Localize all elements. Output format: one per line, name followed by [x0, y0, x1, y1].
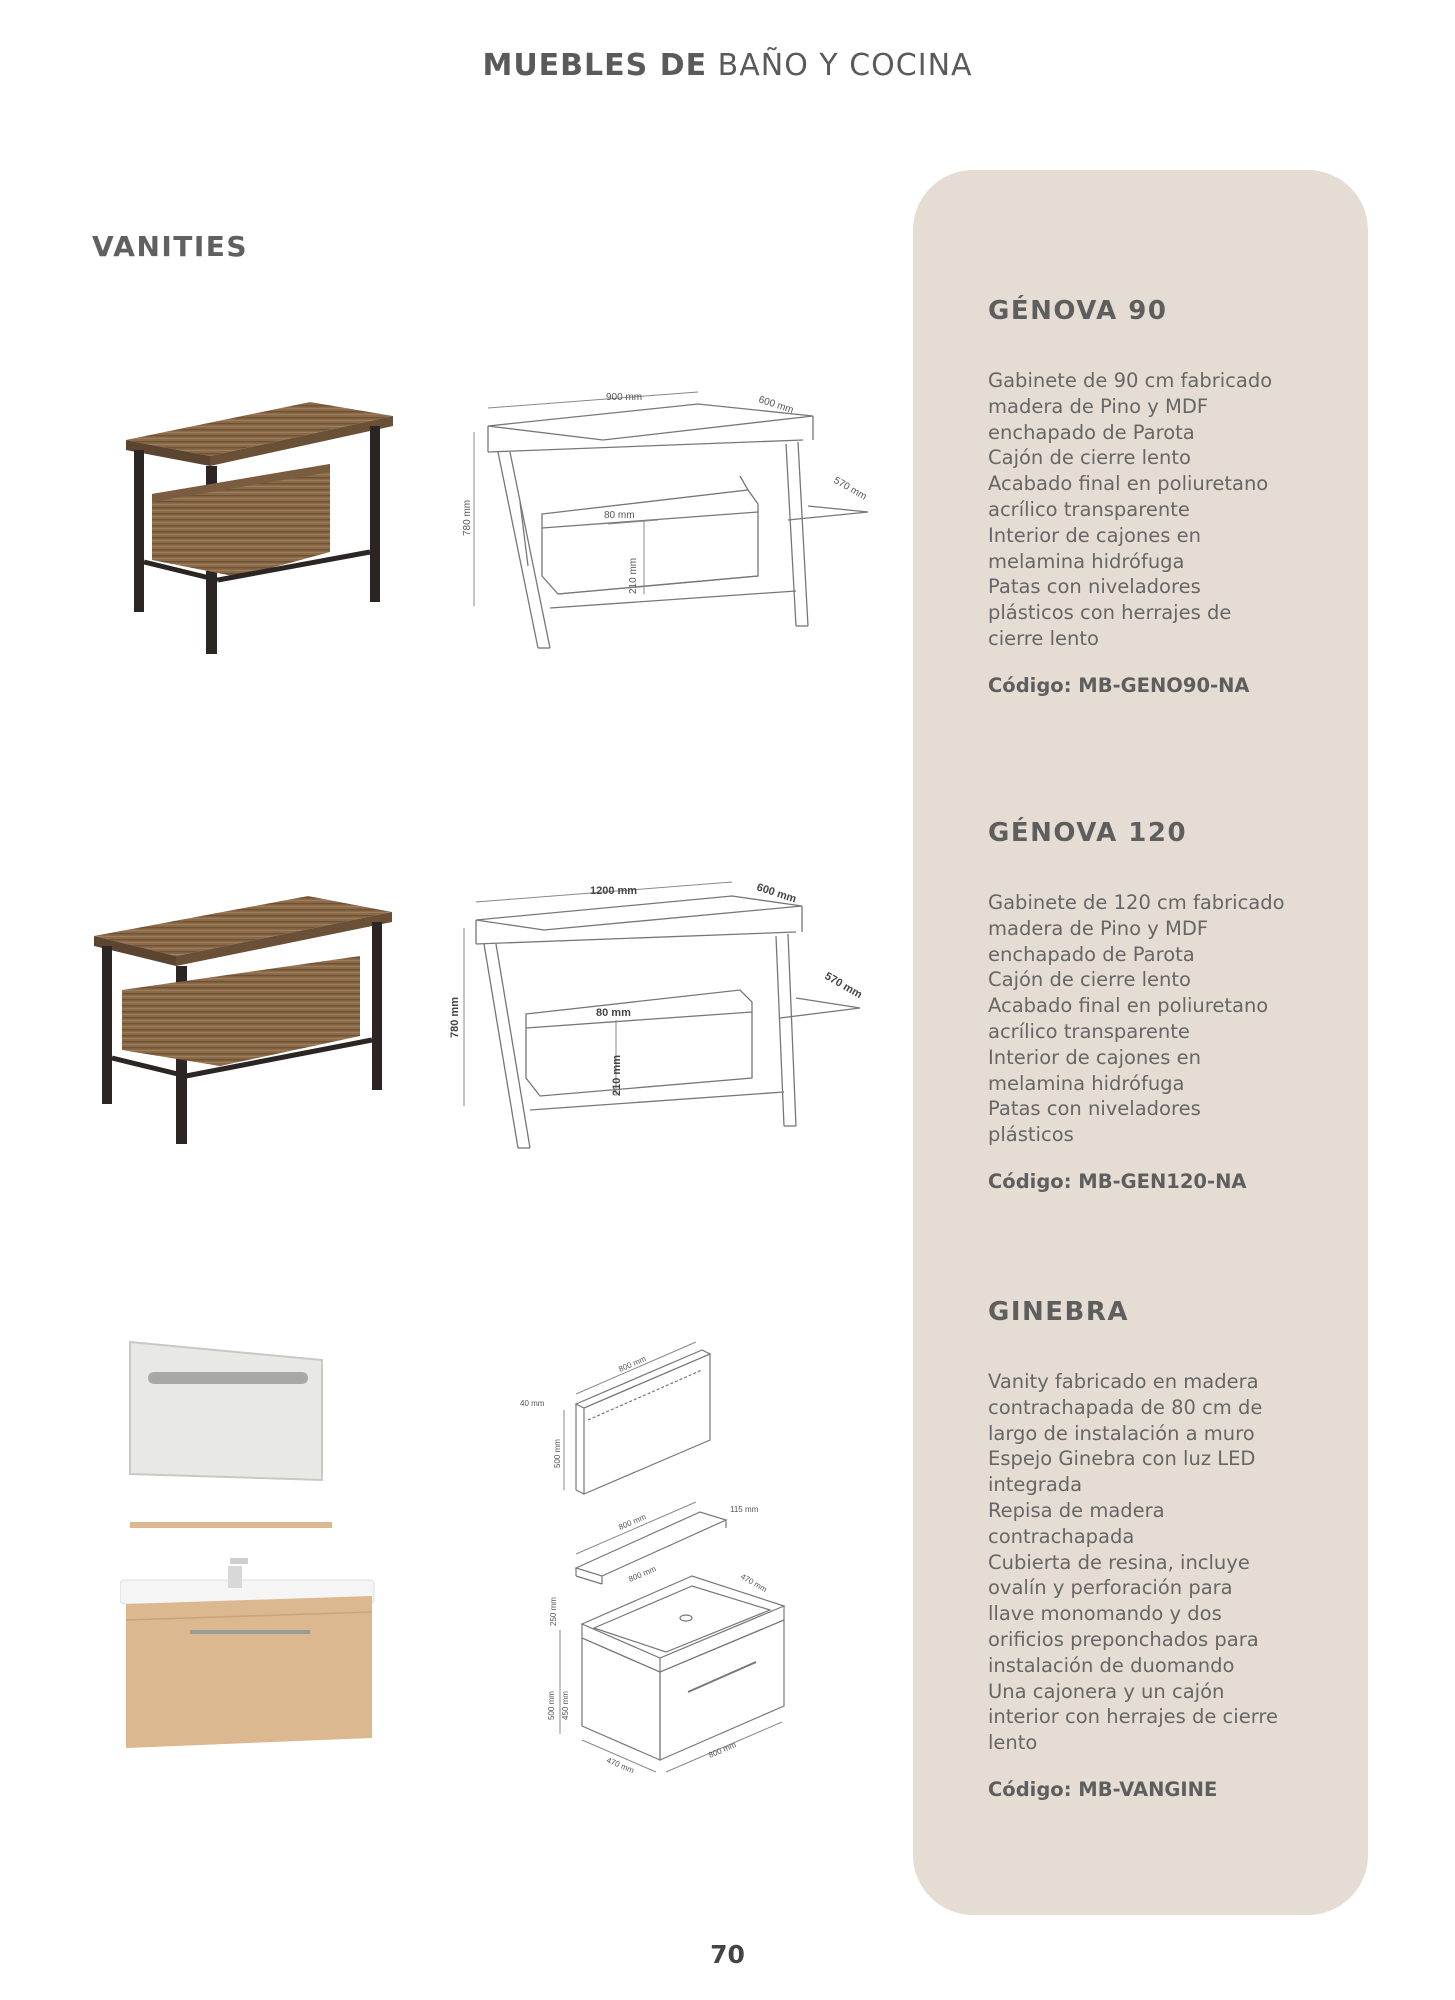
product-name: GÉNOVA 120	[988, 818, 1188, 848]
dim-width: 900 mm	[606, 392, 643, 403]
desc-line: contrachapada	[988, 1524, 1135, 1548]
desc-line: llave monomando y dos	[988, 1602, 1222, 1626]
desc-line: enchapado de Parota	[988, 942, 1195, 966]
desc-line: Interior de cajones en	[988, 523, 1201, 547]
product-genova-120	[988, 818, 1328, 1193]
desc-line: madera de Pino y MDF	[988, 916, 1209, 940]
dim-gap: 80 mm	[596, 1007, 631, 1019]
desc-line: Acabado final en poliuretano	[988, 994, 1269, 1018]
dim-cab-h1: 500 mm	[547, 1691, 556, 1720]
dim-side: 570 mm	[822, 970, 864, 1002]
page-header	[0, 48, 1455, 83]
section-title: VANITIES	[92, 230, 249, 263]
dim-drawer: 210 mm	[611, 1055, 623, 1096]
dim-shelf-w: 800 mm	[617, 1512, 648, 1532]
desc-line: plásticos	[988, 1123, 1074, 1147]
dim-top-w: 800 mm	[627, 1564, 658, 1584]
dim-mirror-w: 800 mm	[617, 1354, 648, 1374]
desc-line: Vanity fabricado en madera	[988, 1370, 1259, 1393]
dim-mirror-d: 40 mm	[520, 1399, 545, 1408]
ginebra-photo	[120, 1330, 380, 1790]
product-description	[988, 368, 1328, 652]
desc-line: integrada	[988, 1473, 1083, 1497]
desc-line: Acabado final en poliuretano	[988, 472, 1269, 496]
dim-mirror-h: 500 mm	[553, 1439, 562, 1468]
dim-side: 570 mm	[831, 475, 869, 503]
genova-90-drawing	[458, 386, 888, 656]
genova-90-photo	[118, 392, 418, 672]
genova-120-photo	[90, 890, 400, 1150]
dim-width: 1200 mm	[590, 885, 638, 897]
desc-line: Patas con niveladores	[988, 1097, 1201, 1121]
desc-line: melamina hidrófuga	[988, 1071, 1185, 1095]
dim-cab-d: 470 mm	[605, 1755, 636, 1776]
desc-line: Interior de cajones en	[988, 1045, 1201, 1069]
desc-line: Espejo Ginebra con luz LED	[988, 1447, 1256, 1471]
genova-120-drawing	[440, 878, 880, 1158]
page-number: 70	[710, 1940, 745, 1969]
product-code: Código: MB-GEN120-NA	[988, 1169, 1247, 1193]
desc-line: madera de Pino y MDF	[988, 394, 1209, 418]
dim-top-d: 470 mm	[739, 1571, 769, 1595]
desc-line: ovalín y perforación para	[988, 1576, 1233, 1600]
desc-line: contrachapada de 80 cm de	[988, 1395, 1263, 1419]
product-description	[988, 1369, 1328, 1756]
desc-line: Cubierta de resina, incluye	[988, 1550, 1250, 1574]
product-code: Código: MB-GENO90-NA	[988, 673, 1250, 697]
dim-depth: 600 mm	[757, 394, 795, 417]
dim-height: 780 mm	[449, 997, 461, 1038]
desc-line: plásticos con herrajes de	[988, 601, 1232, 625]
desc-line: Repisa de madera	[988, 1498, 1165, 1522]
dim-height: 780 mm	[462, 499, 473, 536]
desc-line: Patas con niveladores	[988, 575, 1201, 599]
header-bold: MUEBLES DE	[482, 48, 708, 83]
product-name: GÉNOVA 90	[988, 296, 1168, 326]
desc-line: enchapado de Parota	[988, 420, 1195, 444]
dim-depth: 600 mm	[755, 881, 798, 906]
desc-line: Gabinete de 120 cm fabricado	[988, 891, 1285, 914]
dim-drawer: 210 mm	[628, 557, 639, 594]
ginebra-drawing	[520, 1340, 820, 1790]
desc-line: acrílico transparente	[988, 497, 1190, 521]
product-genova-90	[988, 296, 1328, 697]
desc-line: lento	[988, 1731, 1038, 1755]
desc-line: cierre lento	[988, 626, 1099, 650]
desc-line: largo de instalación a muro	[988, 1421, 1255, 1445]
product-name: GINEBRA	[988, 1297, 1129, 1327]
dim-cab-h2: 450 mm	[561, 1691, 570, 1720]
product-description	[988, 890, 1328, 1148]
dim-shelf-d: 115 mm	[730, 1505, 759, 1514]
desc-line: Cajón de cierre lento	[988, 968, 1191, 992]
header-light: BAÑO Y COCINA	[717, 48, 973, 83]
desc-line: interior con herrajes de cierre	[988, 1705, 1278, 1729]
desc-line: melamina hidrófuga	[988, 549, 1185, 573]
dim-gap: 80 mm	[604, 510, 635, 521]
desc-line: orificios preponchados para	[988, 1627, 1259, 1651]
desc-line: Una cajonera y un cajón	[988, 1679, 1225, 1703]
dim-cab-w: 800 mm	[707, 1740, 738, 1760]
product-code: Código: MB-VANGINE	[988, 1777, 1218, 1801]
desc-line: Cajón de cierre lento	[988, 446, 1191, 470]
desc-line: instalación de duomando	[988, 1653, 1235, 1677]
desc-line: Gabinete de 90 cm fabricado	[988, 369, 1273, 392]
dim-top-h: 250 mm	[549, 1597, 558, 1626]
desc-line: acrílico transparente	[988, 1019, 1190, 1043]
product-ginebra	[988, 1297, 1328, 1801]
